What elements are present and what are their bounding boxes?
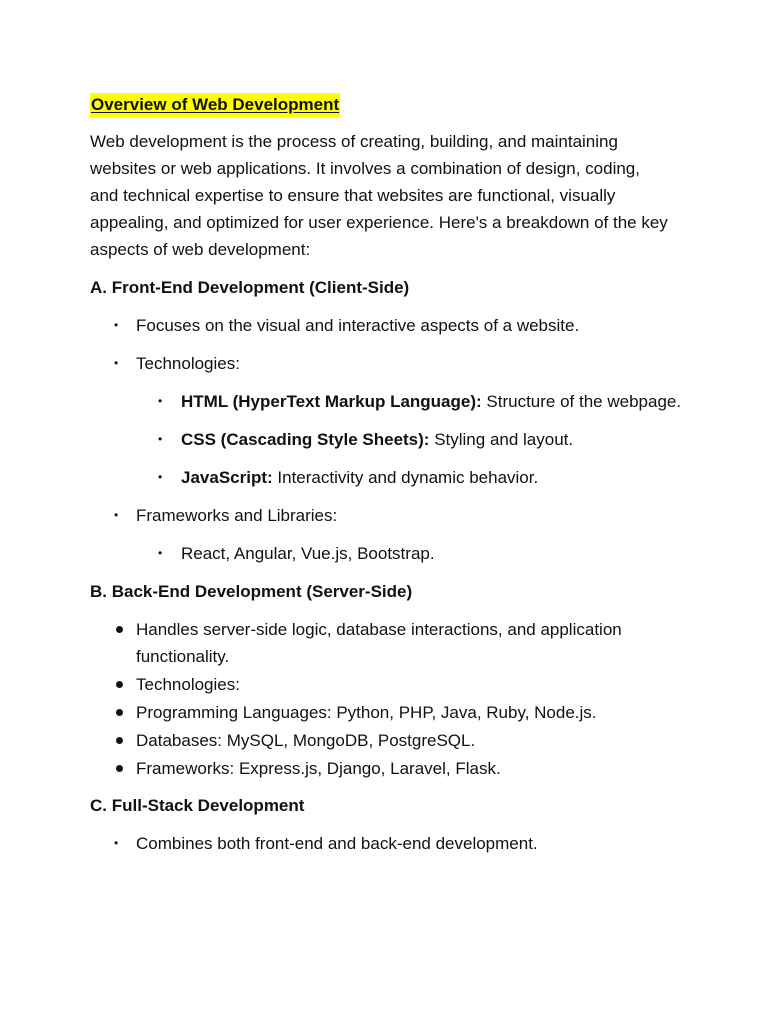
list-item-text: Focuses on the visual and interactive aspects of a website. <box>136 316 580 335</box>
bullet-icon: • <box>114 356 119 370</box>
technologies-sublist <box>136 388 690 491</box>
list-item <box>90 830 690 857</box>
section-a-heading: A. Front-End Development (Client-Side) <box>90 278 410 297</box>
bullet-icon: • <box>158 432 163 446</box>
term-label: JavaScript: <box>181 468 273 487</box>
bullet-icon: • <box>114 508 119 522</box>
list-item <box>90 312 690 339</box>
sublist-item <box>136 464 690 491</box>
section-b-heading: B. Back-End Development (Server-Side) <box>90 582 413 601</box>
list-item-text: Databases: MySQL, MongoDB, PostgreSQL. <box>136 731 476 750</box>
sublist-item <box>136 540 690 567</box>
bullet-icon <box>116 681 123 688</box>
list-item-text: Technologies: <box>136 675 240 694</box>
term-description: Styling and layout. <box>429 430 574 449</box>
list-item <box>90 699 690 726</box>
term-label: CSS (Cascading Style Sheets): <box>181 430 430 449</box>
bullet-icon: • <box>158 394 163 408</box>
list-item <box>90 727 690 754</box>
bullet-icon <box>116 709 123 716</box>
bullet-icon: • <box>114 836 119 850</box>
section-c-list <box>90 830 690 857</box>
list-item-text: Frameworks and Libraries: <box>136 506 338 525</box>
section-a-list <box>90 312 690 567</box>
bullet-icon <box>116 737 123 744</box>
sublist-item <box>136 426 690 453</box>
section-b-list <box>90 616 690 782</box>
list-item <box>90 755 690 782</box>
section-c-heading: C. Full-Stack Development <box>90 796 305 815</box>
term-label: HTML (HyperText Markup Language): <box>181 392 482 411</box>
document-page <box>90 91 690 868</box>
title-container <box>90 91 690 117</box>
list-item <box>90 616 690 670</box>
bullet-icon <box>116 765 123 772</box>
bullet-icon: • <box>158 546 163 560</box>
list-item-text: Combines both front-end and back-end development. <box>136 834 538 853</box>
sublist-item-text: React, Angular, Vue.js, Bootstrap. <box>181 544 435 563</box>
term-description: Structure of the webpage. <box>481 392 682 411</box>
sublist-item <box>136 388 690 415</box>
sublist-item-content <box>181 388 701 415</box>
bullet-icon <box>116 626 123 633</box>
list-item <box>90 350 690 491</box>
list-item-text: Frameworks: Express.js, Django, Laravel, Flask. <box>136 759 501 778</box>
list-item-text: Programming Languages: Python, PHP, Java, Ruby, Node.js. <box>136 703 597 722</box>
document-title: Overview of Web Development <box>90 93 340 117</box>
frameworks-sublist <box>136 540 690 567</box>
list-item <box>90 671 690 698</box>
bullet-icon: • <box>114 318 119 332</box>
intro-paragraph: Web development is the process of creating, building, and maintaining websites or web applications. It involves a combination of design, coding, and technical expertise to ensure that websites are functional, visually appealing, and optimized for user experience. Here's a breakdown of the key aspects of web development: <box>90 132 668 259</box>
term-description: Interactivity and dynamic behavior. <box>272 468 539 487</box>
list-item <box>90 502 690 567</box>
bullet-icon: • <box>158 470 163 484</box>
list-item-text: Technologies: <box>136 354 240 373</box>
list-item-text: Handles server-side logic, database interactions, and application functionality. <box>136 620 622 666</box>
